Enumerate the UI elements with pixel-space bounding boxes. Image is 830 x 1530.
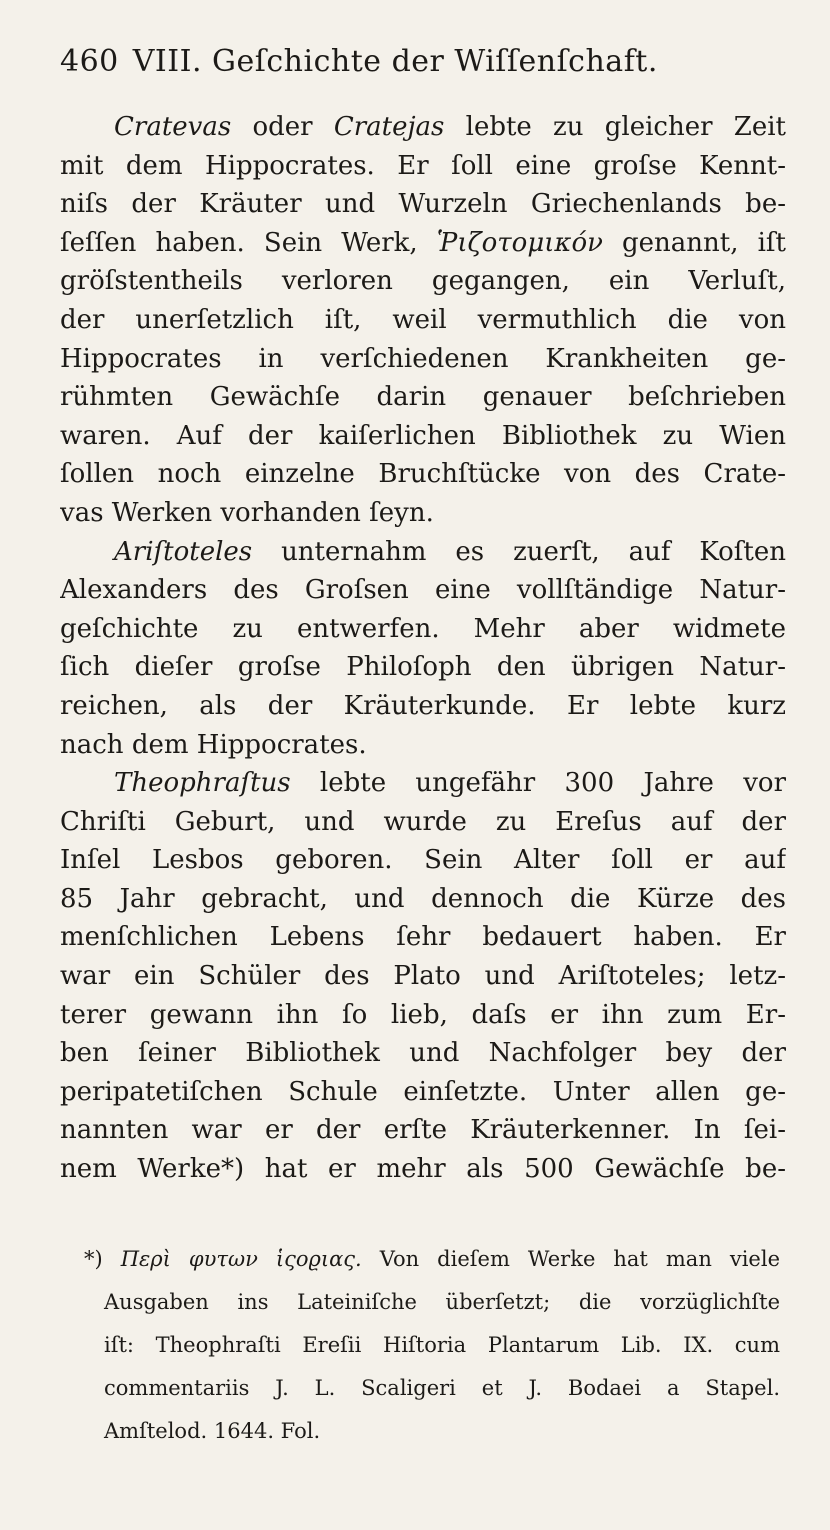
text-run: ſich dieſer groſse Philoſoph den übrigen Natur- [60, 652, 786, 683]
italic-name: Cratejas [333, 112, 445, 142]
running-title: VIII. Geſchichte der Wiſſenſchaft. [132, 44, 658, 79]
footnote-line [84, 1367, 780, 1410]
text-run: gröſstentheils verloren gegangen, ein Verluſt, [60, 266, 786, 297]
text-run: genannt, iſt [602, 227, 786, 258]
text-run: commentariis J. L. Scaligeri et J. Bodaei a Stapel. [104, 1376, 780, 1400]
footnote-line [84, 1238, 780, 1281]
italic-name: Theophraſtus [114, 768, 291, 799]
body-text-line [60, 880, 786, 919]
body-text-line [60, 996, 786, 1035]
text-run: unternahm es zuerſt, auf Koſten [252, 536, 786, 567]
body-text-line [60, 764, 786, 803]
text-run: Inſel Lesbos geboren. Sein Alter ſoll er auf [60, 845, 786, 876]
footnote-line [84, 1410, 780, 1453]
text-run: menſchlichen Lebens ſehr bedauert haben. Er [60, 922, 786, 953]
page-number: 460 [60, 44, 119, 79]
body-text-line [60, 1034, 786, 1073]
body-text-line [60, 224, 786, 263]
text-run: nach dem Hippocrates. [60, 729, 367, 760]
text-run: waren. Auf der kaiſerlichen Bibliothek zu Wien [60, 420, 786, 451]
body-text-line [60, 301, 786, 340]
text-run: lebte zu gleicher Zeit [444, 112, 786, 142]
body-text-line [60, 340, 786, 379]
body-text-line [60, 1073, 786, 1112]
body-text [60, 108, 786, 1189]
text-run: lebte ungefähr 300 Jahre vor [290, 768, 786, 799]
text-run: reichen, als der Kräuterkunde. Er lebte kurz [60, 690, 786, 721]
body-text-line [60, 918, 786, 957]
text-run: Ausgaben ins Lateiniſche überſetzt; die vorzüglichſte [104, 1290, 780, 1314]
text-run: *) [84, 1247, 121, 1271]
text-run: Chriſti Geburt, und wurde zu Ereſus auf der [60, 806, 786, 837]
body-text-line [60, 803, 786, 842]
text-run: nannten war er der erſte Kräuterkenner. In ſei- [60, 1115, 786, 1146]
body-text-line [60, 147, 786, 186]
body-text-line [60, 571, 786, 610]
text-run: vas Werken vorhanden ſeyn. [60, 497, 434, 528]
text-run: iſt: Theophraſti Ereſii Hiſtoria Plantarum Lib. IX. cum [104, 1333, 780, 1357]
footnote-line [84, 1281, 780, 1324]
text-run: rühmten Gewächſe darin genauer beſchrieben [60, 382, 786, 413]
body-text-line [60, 262, 786, 301]
body-text-line [60, 841, 786, 880]
footnote-line [84, 1324, 780, 1367]
body-text-line [60, 185, 786, 224]
italic-name: Cratevas [114, 112, 232, 142]
text-run: terer gewann ihn ſo lieb, daſs er ihn zum Er- [60, 999, 786, 1030]
italic-name: Ariſtoteles [114, 536, 253, 567]
text-run: Alexanders des Groſsen eine vollſtändige Natur- [60, 575, 786, 606]
text-run: oder [231, 112, 334, 142]
text-run: war ein Schüler des Plato und Ariſtoteles; letz- [60, 961, 786, 992]
body-text-line [60, 455, 786, 494]
body-text-line [60, 1111, 786, 1150]
text-run: 85 Jahr gebracht, und dennoch die Kürze des [60, 883, 786, 914]
body-text-line [60, 957, 786, 996]
body-text-line [60, 610, 786, 649]
body-text-line [60, 378, 786, 417]
italic-name: Περὶ φυτων ἱςοϱιας. [120, 1247, 362, 1271]
text-run: geſchichte zu entwerfen. Mehr aber widmete [60, 613, 786, 644]
text-run: nem Werke*) hat er mehr als 500 Gewächſe be- [60, 1154, 786, 1185]
running-header [60, 44, 780, 79]
footnote [84, 1238, 780, 1453]
body-text-line [60, 726, 786, 765]
text-run: ben ſeiner Bibliothek und Nachfolger bey der [60, 1038, 786, 1069]
body-text-line [60, 1150, 786, 1189]
text-run: Von dieſem Werke hat man viele [361, 1247, 780, 1271]
body-text-line [60, 108, 786, 147]
body-text-line [60, 494, 786, 533]
text-run: der unerſetzlich iſt, weil vermuthlich die von [60, 304, 786, 335]
text-run: mit dem Hippocrates. Er ſoll eine groſse Kennt- [60, 150, 786, 181]
body-text-line [60, 687, 786, 726]
body-text-line [60, 533, 786, 572]
text-run: Amſtelod. 1644. Fol. [104, 1419, 321, 1443]
text-run: ſollen noch einzelne Bruchſtücke von des Crate- [60, 459, 786, 490]
body-text-line [60, 648, 786, 687]
text-run: Hippocrates in verſchiedenen Krankheiten ge- [60, 343, 786, 374]
text-run: peripatetiſchen Schule einſetzte. Unter allen ge- [60, 1076, 786, 1107]
text-run: niſs der Kräuter und Wurzeln Griechenlands be- [60, 189, 786, 220]
italic-name: Ῥιζοτομικόν [436, 227, 603, 258]
text-run: ſeſſen haben. Sein Werk, [60, 227, 437, 258]
body-text-line [60, 417, 786, 456]
